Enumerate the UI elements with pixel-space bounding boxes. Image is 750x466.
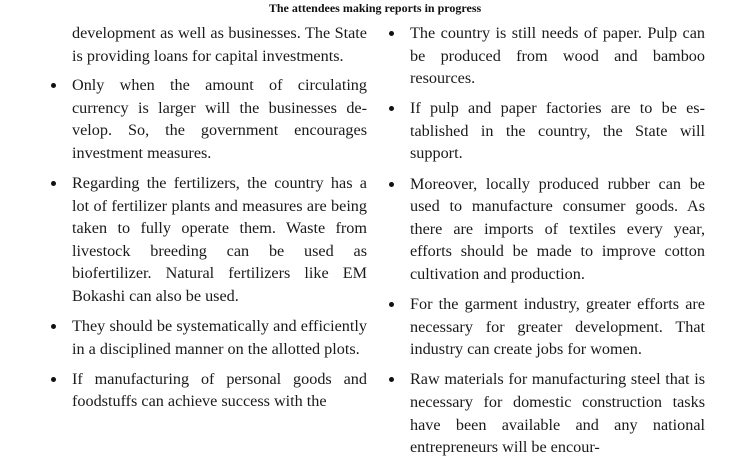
bullet-item <box>410 97 705 165</box>
bullet-text: For the garment industry, greater efforts are necessary for greater development. That industry can create jobs for women. <box>410 295 705 359</box>
bullet-text: Only when the amount of circulating currency is larger will the businesses develop. So, the government encourages investment measures. <box>72 76 367 162</box>
bullet-item <box>72 74 367 164</box>
bullet-icon <box>51 377 56 382</box>
bullet-item <box>410 293 705 361</box>
bullet-item <box>410 22 705 90</box>
bullet-icon <box>389 302 394 307</box>
bullet-item <box>410 173 705 286</box>
bullet-text: Raw materials for manufacturing steel that is necessary for domestic construction tasks have been available and any national entrepreneurs will be encour- <box>410 370 705 457</box>
page-header-title: The attendees making reports in progress <box>268 1 482 15</box>
bullet-text: They should be systematically and efficiently in a disciplined manner on the allotted plots. <box>72 317 367 358</box>
bullet-item <box>410 368 705 458</box>
bullet-icon <box>51 181 56 186</box>
bullet-text: The country is still needs of paper. Pulp can be produced from wood and bamboo resources. <box>410 24 705 88</box>
continued-paragraph: development as well as businesses. The State is providing loans for capital investments. <box>72 24 367 65</box>
bullet-text: Regarding the fertilizers, the country has a lot of fertilizer plants and measures are being taken to fully operate them. Waste from livestock breeding can be used as biofertilizer. Natural fertilizers like EM Bokashi can also be used. <box>72 174 367 306</box>
bullet-icon <box>389 106 394 111</box>
bullet-text: Moreover, locally produced rubber can be used to manufacture consumer goods. As there are imports of textiles every year, efforts should be made to improve cotton cultivation and production. <box>410 174 705 283</box>
bullet-item <box>72 172 367 308</box>
bullet-icon <box>51 324 56 329</box>
left-column <box>72 22 367 421</box>
bullet-item <box>72 315 367 360</box>
right-column <box>410 22 705 466</box>
bullet-item <box>72 368 367 413</box>
bullet-icon <box>389 377 394 382</box>
bullet-icon <box>389 182 394 187</box>
bullet-text: If manufacturing of personal goods and foodstuffs can achieve success with the <box>72 369 367 411</box>
bullet-icon <box>51 83 56 88</box>
bullet-text: If pulp and paper factories are to be established in the country, the State will support. <box>410 99 705 163</box>
bullet-icon <box>389 31 394 36</box>
